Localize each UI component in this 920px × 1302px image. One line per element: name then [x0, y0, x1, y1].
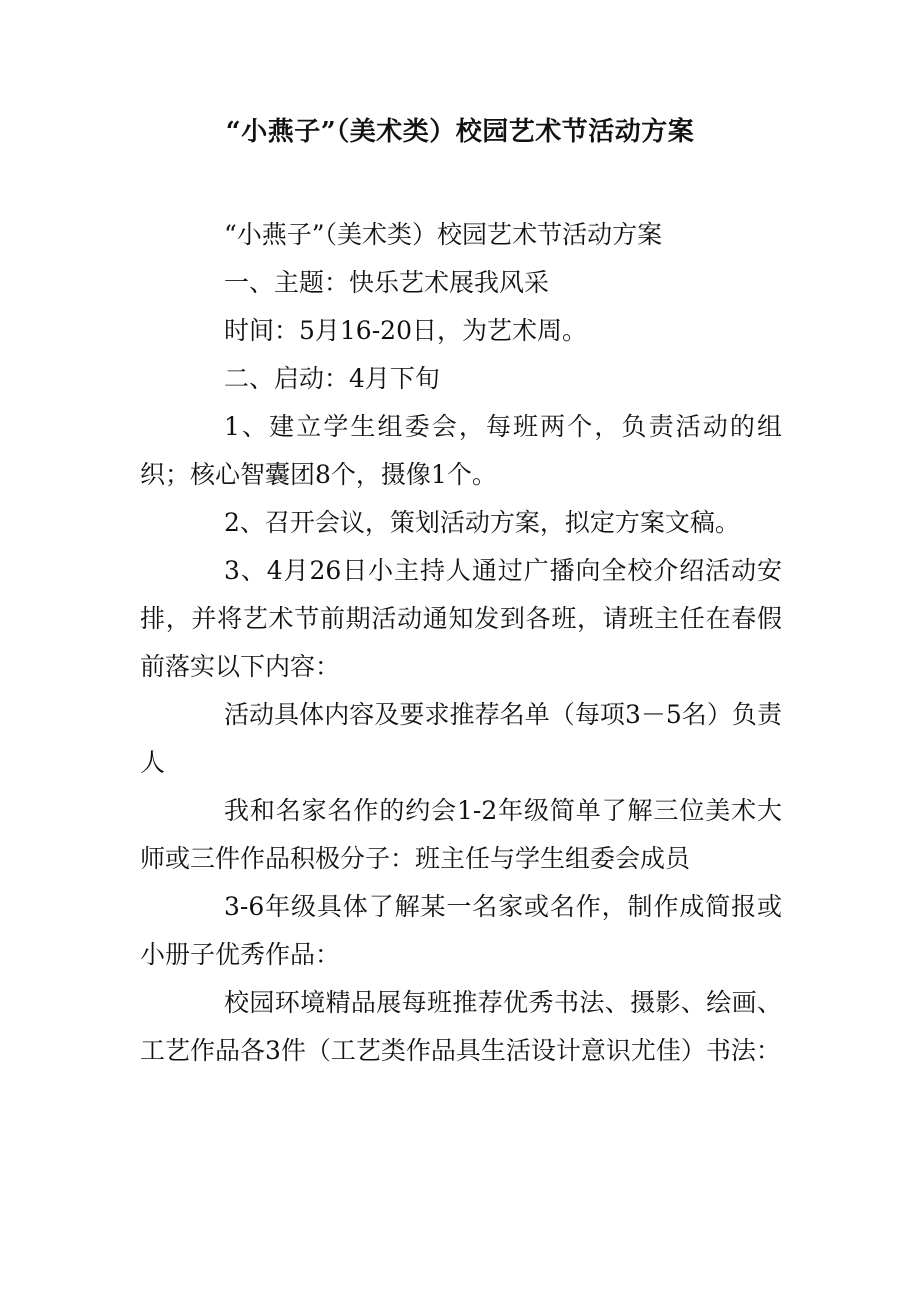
exhibition-paragraph: 校园环境精品展每班推荐优秀书法、摄影、绘画、工艺作品各3件（工艺类作品具生活设计意识尤佳）书法： [140, 988, 782, 1065]
content-header-paragraph: 活动具体内容及要求推荐名单（每项3－5名）负责人 [140, 700, 782, 777]
step-2-paragraph: 2、召开会议，策划活动方案，拟定方案文稿。 [224, 508, 740, 537]
theme-paragraph: 一、主题：快乐艺术展我风采 [224, 268, 550, 297]
document-title: “小燕子”（美术类）校园艺术节活动方案 [225, 117, 695, 147]
grade-3-6-paragraph: 3-6年级具体了解某一名家或名作，制作成简报或小册子优秀作品： [140, 892, 782, 969]
masterpiece-paragraph: 我和名家名作的约会1-2年级简单了解三位美术大师或三件作品积极分子：班主任与学生组委会成员 [140, 796, 782, 873]
document-body [140, 211, 782, 1075]
step-1-paragraph: 1、建立学生组委会，每班两个，负责活动的组织；核心智囊团8个，摄像1个。 [140, 412, 782, 489]
step-3-paragraph: 3、4月26日小主持人通过广播向全校介绍活动安排，并将艺术节前期活动通知发到各班，请班主任在春假前落实以下内容： [140, 556, 782, 681]
launch-paragraph: 二、启动：4月下旬 [224, 364, 440, 393]
time-paragraph: 时间：5月16-20日，为艺术周。 [224, 316, 587, 345]
subtitle-paragraph: “小燕子”（美术类）校园艺术节活动方案 [224, 220, 663, 249]
